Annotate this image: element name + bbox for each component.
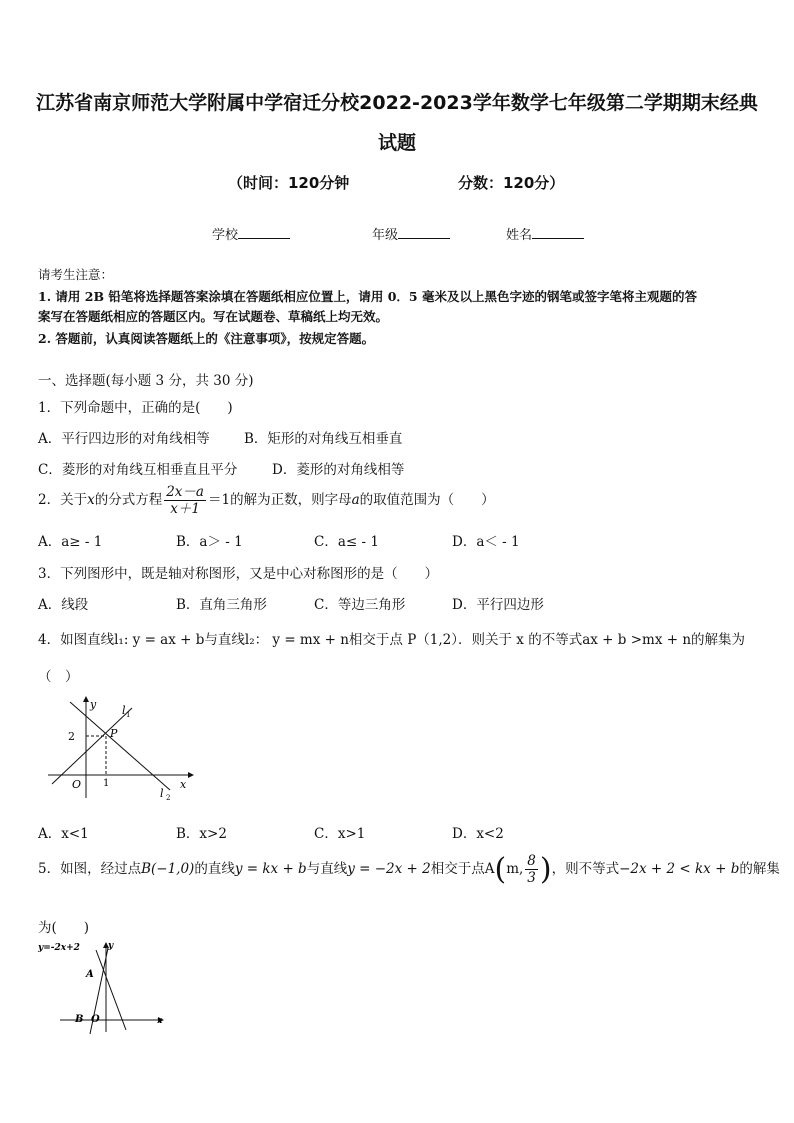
q5-mid-1: 的直线 [194,861,235,877]
q5-tail: 的解集 [739,861,780,877]
q5-point-a: A [484,861,495,877]
q4-option-c[interactable]: C．x>1 [314,826,366,842]
school-field [212,224,290,243]
q3-option-a[interactable]: A．线段 [38,597,89,613]
q1-option-b[interactable]: B．矩形的对角线互相垂直 [244,431,403,447]
q5-paren-close: ) [539,852,552,887]
notice-heading: 请考生注意： [38,267,114,282]
q5-line-2 [96,950,126,1030]
q4-option-d[interactable]: D．x<2 [452,826,504,842]
exam-score: 分数：120分） [458,174,565,192]
q2-mid: 的分式方程 [94,492,163,508]
q5-post: ，则不等式 [551,861,620,877]
q4-label-l2: l [160,787,164,800]
q5-label-y: y [108,941,114,951]
title-line-1: 江苏省南京师范大学附属中学宿迁分校2022-2023学年数学七年级第二学期期末经典 [36,92,758,114]
q2-post-1: 的解为正数，则字母 [230,492,352,508]
q5-line-2: y = −2x + 2 [347,861,431,877]
q4-label-y: y [90,698,97,711]
title-line-2: 试题 [377,132,416,154]
q4-x-arrow [188,772,194,778]
q5-frac-den: 3 [527,870,536,886]
q5-label-x: x [157,1016,163,1026]
q4-line-l2 [70,702,170,790]
q2-var-x: x [87,492,95,508]
q5-inequality: −2x + 2 < kx + b [619,861,740,877]
notice-line-3: 2. 答题前，认真阅读答题纸上的《注意事项》，按规定答题。 [38,331,375,346]
school-blank[interactable] [238,226,290,239]
q4-y-arrow [83,696,89,702]
q4-label-l1-sub: 1 [126,711,131,719]
q2-post-2: 的取值范围为（ ） [359,492,495,508]
name-blank[interactable] [532,226,584,239]
q5-m: m, [506,861,524,877]
q5-paren-open: ( [494,852,507,887]
q2-option-d[interactable]: D．a＜ - 1 [452,534,520,550]
q2-eq: ＝1 [207,492,231,508]
grade-label: 年级 [372,228,399,243]
q4-paren: （ ） [38,669,79,685]
q2-frac-num: 2x－a [166,484,204,500]
q1-option-c[interactable]: C．菱形的对角线互相垂直且平分 [38,462,238,478]
notice-line-2: 案写在答题纸相应的答题区内。写在试题卷、草稿纸上均无效。 [38,309,389,324]
q4-label-1: 1 [103,778,110,789]
q5-figure [36,936,176,1036]
q5-mid-2: 与直线 [306,861,348,877]
q4-label-o: O [72,778,82,791]
q4-option-b[interactable]: B．x>2 [176,826,227,842]
q1-option-a[interactable]: A．平行四边形的对角线相等 [38,431,210,447]
exam-time: （时间：120分钟 [228,174,350,192]
q5-pre: 5．如图，经过点 [38,861,142,877]
q4-label-p: P [110,727,118,740]
q2-option-b[interactable]: B．a＞ - 1 [176,534,243,550]
q2-var-a: a [351,492,360,508]
q5-point-b: B(−1,0) [141,861,195,877]
q5-frac-num: 8 [527,853,536,869]
q5-label-o: O [91,1014,100,1025]
q1-stem: 1．下列命题中，正确的是( ) [38,400,233,416]
q4-label-2: 2 [68,730,75,743]
q2-fraction [164,484,206,517]
q5-line-1: y = kx + b [234,861,307,877]
q2-frac-den: x＋1 [170,501,200,517]
school-label: 学校 [212,228,239,243]
q1-option-d[interactable]: D．菱形的对角线相等 [272,462,405,478]
q4-option-a[interactable]: A．x<1 [38,826,89,842]
q5-fraction [525,853,538,886]
q3-option-c[interactable]: C．等边三角形 [314,597,406,613]
q5-paren-line: 为( ) [38,920,90,936]
notice-line-1: 1. 请用 2B 铅笔将选择题答案涂填在答题纸相应位置上，请用 0．5 毫米及以上黑色字迹的钢笔或签字笔将主观题的答 [38,289,697,304]
name-field [506,224,584,243]
q4-stem: 4．如图直线l₁: y = ax + b与直线l₂： y = mx + n相交于点 P（1,2）．则关于 x 的不等式ax + b >mx + n的解集为 [38,632,746,648]
q4-label-x: x [180,778,187,791]
q5-label-a: A [86,969,94,980]
q5-mid-3: 相交于点 [430,861,485,877]
name-label: 姓名 [506,228,533,243]
q2-option-a[interactable]: A．a≥ - 1 [38,534,103,550]
grade-field [372,224,450,243]
q3-option-d[interactable]: D．平行四边形 [452,597,544,613]
q4-label-l1: l [122,704,126,717]
q3-stem: 3．下列图形中，既是轴对称图形，又是中心对称图形的是（ ） [38,566,439,582]
q5-stem [38,852,780,887]
q2-stem [38,484,495,517]
q2-pre: 2．关于 [38,492,88,508]
q4-label-l2-sub: 2 [166,794,171,802]
grade-blank[interactable] [398,226,450,239]
q5-label-b: B [75,1014,84,1025]
section-title: 一、选择题(每小题 3 分，共 30 分) [38,373,254,389]
q4-figure [40,694,200,806]
q3-option-b[interactable]: B．直角三角形 [176,597,267,613]
q5-label-eq: y=-2x+2 [38,943,80,953]
q2-option-c[interactable]: C．a≤ - 1 [314,534,379,550]
